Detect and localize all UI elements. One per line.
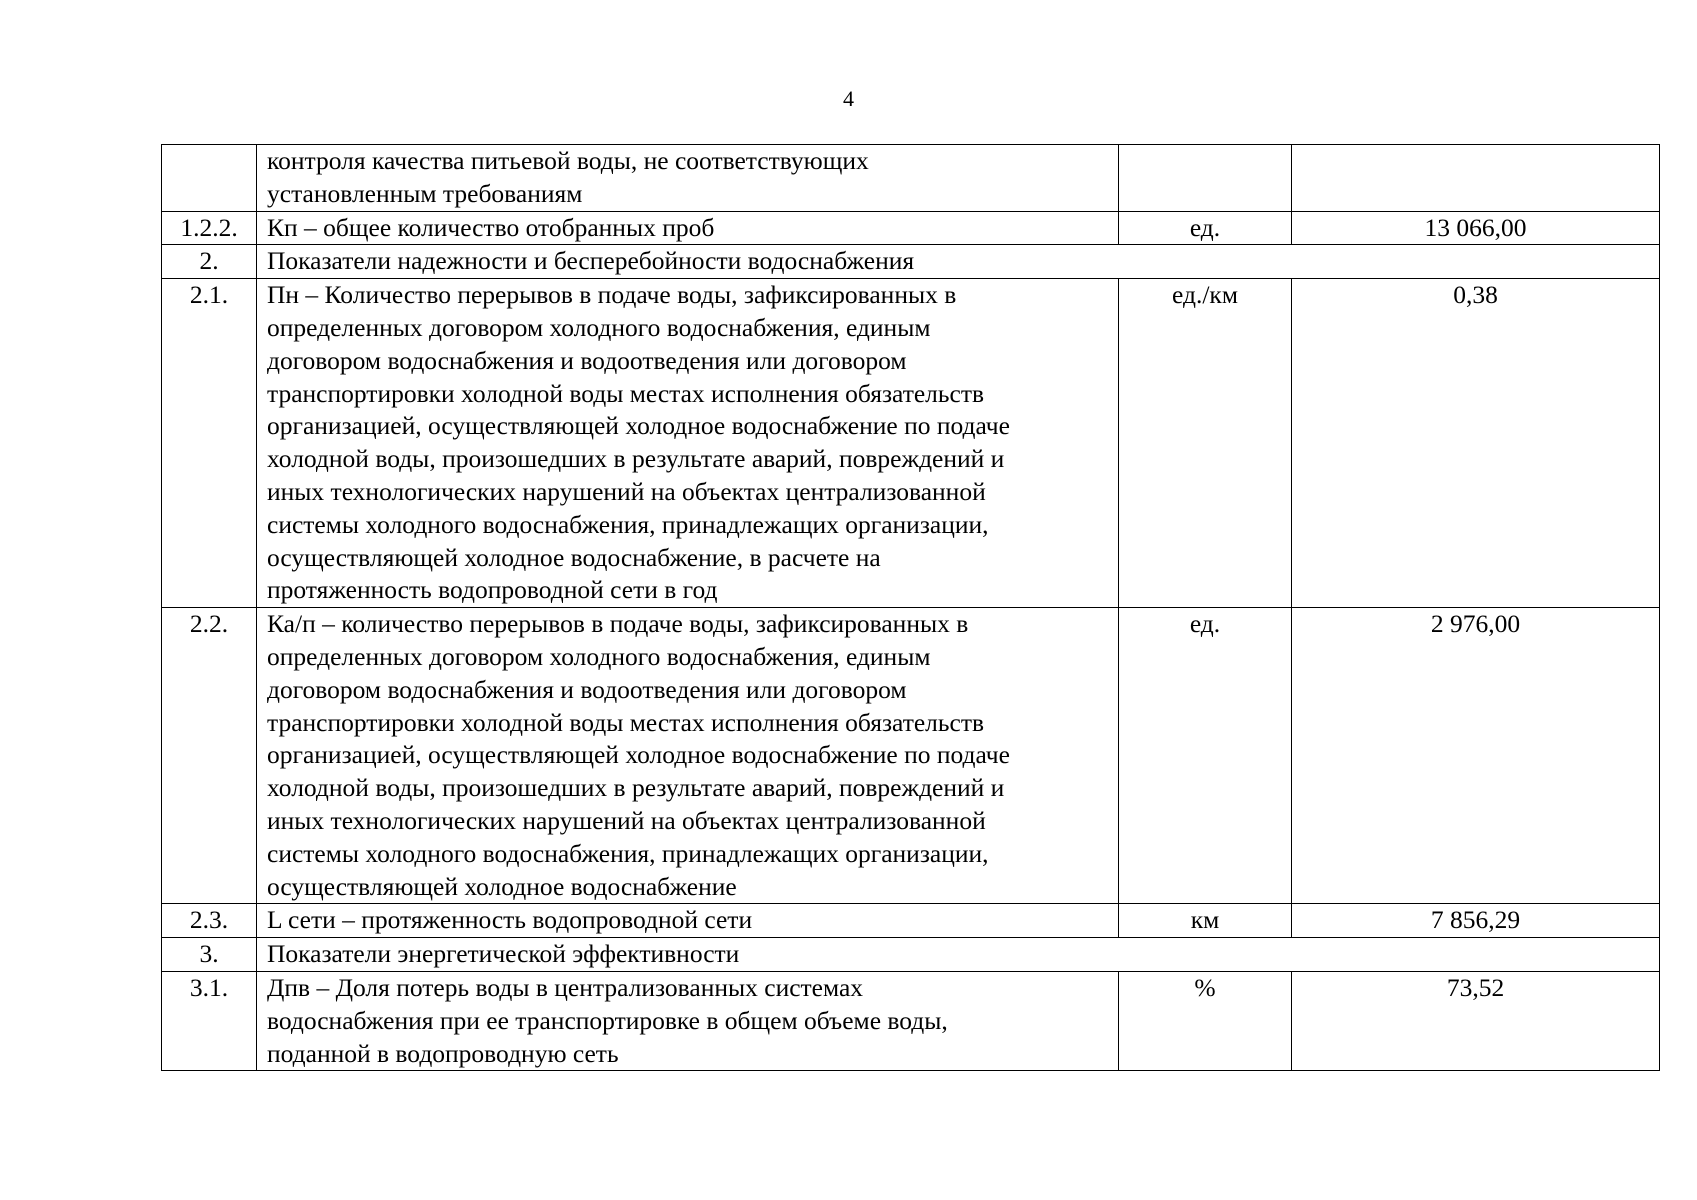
section-title: Показатели энергетической эффективности (257, 938, 1660, 972)
indicators-table (161, 144, 1660, 1071)
section-row (162, 245, 1660, 279)
table-row (162, 279, 1660, 608)
section-title: Показатели надежности и бесперебойности водоснабжения (257, 245, 1660, 279)
row-description (257, 145, 1119, 212)
row-description (257, 971, 1119, 1070)
row-description-text: L сети – протяженность водопроводной сети (267, 905, 753, 935)
row-number: 1.2.2. (162, 211, 257, 245)
row-value: 2 976,00 (1292, 608, 1660, 904)
row-number: 2.2. (162, 608, 257, 904)
section-number: 2. (162, 245, 257, 279)
row-description (257, 211, 1119, 245)
section-number: 3. (162, 938, 257, 972)
row-unit: ед./км (1119, 279, 1292, 608)
row-value: 7 856,29 (1292, 904, 1660, 938)
row-description (257, 279, 1119, 608)
page-number: 4 (843, 86, 854, 111)
table-row (162, 145, 1660, 212)
row-description (257, 608, 1119, 904)
row-description-text: Ка/п – количество перерывов в подаче воды, зафиксированных в определенных договором холодного водоснабжения, единым договором водоснабжения и водоотведения или договором транспортировки холодной воды местах исполнения обязательств организацией, осуществляющей холодное водоснабжение по подаче холодной воды, произошедших в результате аварий, повреждений и иных технологических нарушений на объектах централизованной системы холодного водоснабжения, принадлежащих организации, осуществляющей холодное водоснабжение (267, 609, 1010, 901)
table-row (162, 971, 1660, 1070)
row-description (257, 904, 1119, 938)
row-number: 3.1. (162, 971, 257, 1070)
row-value (1292, 145, 1660, 212)
table-row (162, 211, 1660, 245)
row-unit: % (1119, 971, 1292, 1070)
row-description-text: контроля качества питьевой воды, не соответствующих установленным требованиям (267, 146, 869, 208)
row-number (162, 145, 257, 212)
row-unit (1119, 145, 1292, 212)
table-row (162, 904, 1660, 938)
section-row (162, 938, 1660, 972)
row-value: 0,38 (1292, 279, 1660, 608)
row-description-text: Пн – Количество перерывов в подаче воды, зафиксированных в определенных договором холодного водоснабжения, единым договором водоснабжения и водоотведения или договором транспортировки холодной воды местах исполнения обязательств организацией, осуществляющей холодное водоснабжение по подаче холодной воды, произошедших в результате аварий, повреждений и иных технологических нарушений на объектах централизованной системы холодного водоснабжения, принадлежащих организации, осуществляющей холодное водоснабжение, в расчете на протяженность водопроводной сети в год (267, 280, 1010, 605)
row-description-text: Дпв – Доля потерь воды в централизованных системах водоснабжения при ее транспортировке в общем объеме воды, поданной в водопроводную сеть (267, 972, 948, 1068)
row-unit: ед. (1119, 211, 1292, 245)
row-description-text: Кп – общее количество отобранных проб (267, 212, 715, 242)
row-value: 73,52 (1292, 971, 1660, 1070)
row-unit: км (1119, 904, 1292, 938)
row-unit: ед. (1119, 608, 1292, 904)
row-number: 2.1. (162, 279, 257, 608)
row-value: 13 066,00 (1292, 211, 1660, 245)
row-number: 2.3. (162, 904, 257, 938)
table-row (162, 608, 1660, 904)
